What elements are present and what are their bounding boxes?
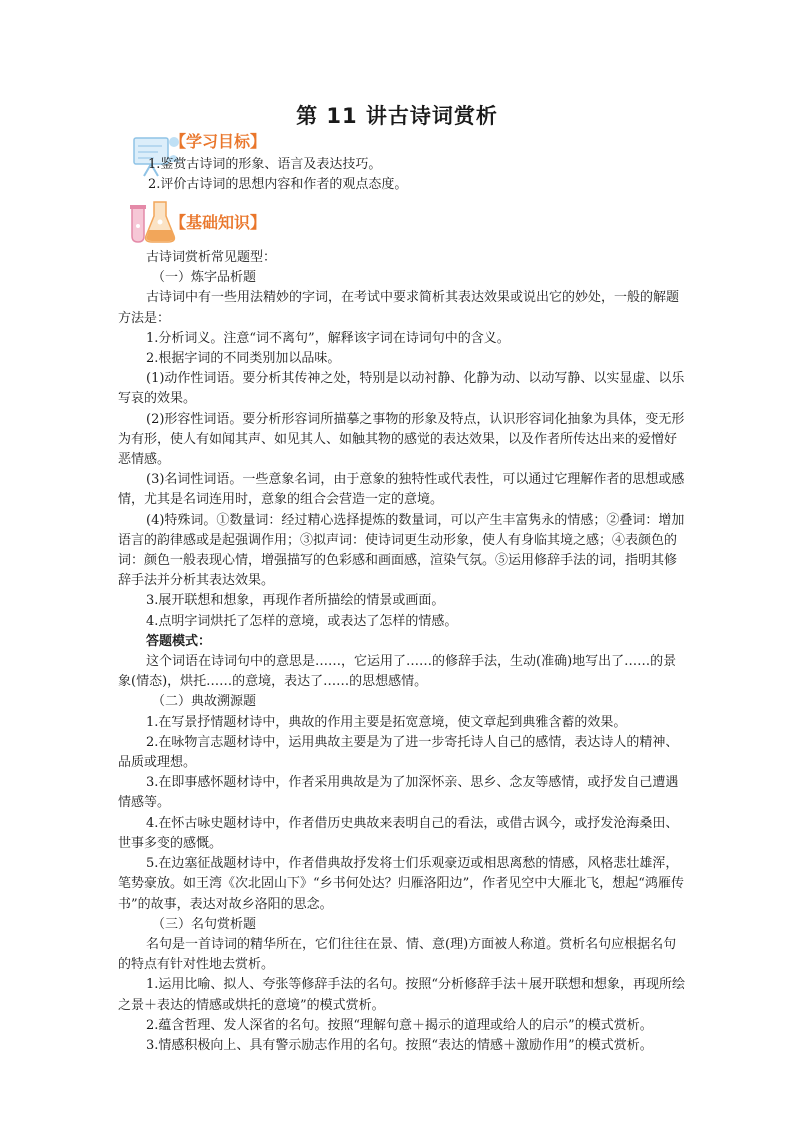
flask-icon <box>124 196 176 244</box>
content-paragraph: 3.情感积极向上、具有警示励志作用的名句。按照“表达的情感＋激励作用”的模式赏析。 <box>146 1037 653 1053</box>
content-paragraph: （三）名句赏析题 <box>152 916 257 932</box>
page-title: 第 11 讲古诗词赏析 <box>296 104 498 128</box>
basic-knowledge-header <box>124 196 404 246</box>
learning-goals-heading: 【学习目标】 <box>170 132 267 151</box>
content-paragraph: 名句是一首诗词的精华所在，它们往往在景、情、意(理)方面被人称道。赏析名句应根据名句的特点有针对性地去赏析。 <box>118 936 677 973</box>
content-paragraph: 这个词语在诗词句中的意思是……，它运用了……的修辞手法，生动(准确)地写出了……的景象(情态)，烘托……的意境，表达了……的思想感情。 <box>118 654 677 690</box>
content-paragraph: （二）典故溯源题 <box>152 694 257 710</box>
content-paragraph: 答题模式： <box>146 633 212 649</box>
content-paragraph: （一）炼字品析题 <box>152 270 257 286</box>
content-paragraph: 2.蕴含哲理、发人深省的名句。按照“理解句意＋揭示的道理或给人的启示”的模式赏析。 <box>146 1017 653 1033</box>
content-paragraph: 5.在边塞征战题材诗中，作者借典故抒发将士们乐观豪迈或相思离愁的情感，风格悲壮雄浑，笔势豪放。如王湾《次北固山下》“乡书何处达？归雁洛阳边”，作者见空中大雁北飞，想起“鸿雁传书”的故事，表达对故乡洛阳的思念。 <box>118 856 684 912</box>
content-paragraph: 古诗词赏析常见题型： <box>146 250 277 265</box>
content-paragraph: 4.在怀古咏史题材诗中，作者借历史典故来表明自己的看法，或借古讽今，或抒发沧海桑田、世事多变的感慨。 <box>118 815 679 851</box>
content-paragraph: 1.运用比喻、拟人、夸张等修辞手法的名句。按照“分析修辞手法＋展开联想和想象，再现所绘之景＋表达的情感或烘托的意境”的模式赏析。 <box>118 977 686 1013</box>
content-paragraph: 1.分析词义。注意“词不离句”，解释该字词在诗词句中的含义。 <box>146 330 510 346</box>
content-paragraph: 3.展开联想和想象，再现作者所描绘的情景或画面。 <box>146 593 445 609</box>
basic-knowledge-heading: 【基础知识】 <box>170 213 267 232</box>
content-paragraph: 1.在写景抒情题材诗中，典故的作用主要是拓宽意境，使文章起到典雅含蓄的效果。 <box>146 714 627 730</box>
content-paragraph: (1)动作性词语。要分析其传神之处，特别是以动衬静、化静为动、以动写静、以实显虚、以乐写哀的效果。 <box>118 371 685 407</box>
content-paragraph: 2.根据字词的不同类别加以品味。 <box>146 351 341 367</box>
content-paragraph: 4.点明字词烘托了怎样的意境，或表达了怎样的情感。 <box>146 613 458 629</box>
goal-item: 2.评价古诗词的思想内容和作者的观点态度。 <box>148 177 408 192</box>
main-content <box>118 248 686 1056</box>
content-paragraph: 3.在即事感怀题材诗中，作者采用典故是为了加深怀亲、思乡、念友等感情，或抒发自己遭遇情感等。 <box>118 775 679 811</box>
content-paragraph: (2)形容性词语。要分析形容词所描摹之事物的形象及特点，认识形容词化抽象为具体，变无形为有形，使人有如闻其声、如见其人、如触其物的感觉的表达效果，以及作者所传达出来的爱憎好恶情感。 <box>118 411 685 468</box>
goal-item: 1.鉴赏古诗词的形象、语言及表达技巧。 <box>148 157 382 172</box>
content-paragraph: (4)特殊词。①数量词：经过精心选择提炼的数量词，可以产生丰富隽永的情感；②叠词：增加语言的韵律感或是起强调作用；③拟声词：使诗词更生动形象，使人有身临其境之感；④表颜色的词：颜色一般表现心情，增强描写的色彩感和画面感，渲染气氛。⑤运用修辞手法的词，指明其修辞手法并分析其表达效果。 <box>118 512 685 589</box>
content-paragraph: 古诗词中有一些用法精妙的字词，在考试中要求简析其表达效果或说出它的妙处，一般的解题方法是： <box>118 290 680 326</box>
content-paragraph: 2.在咏物言志题材诗中，运用典故主要是为了进一步寄托诗人自己的感情，表达诗人的精神、品质或理想。 <box>118 734 679 771</box>
learning-goals-list <box>148 155 407 195</box>
content-paragraph: (3)名词性词语。一些意象名词，由于意象的独特性或代表性，可以通过它理解作者的思想或感情，尤其是名词连用时，意象的组合会营造一定的意境。 <box>118 472 685 508</box>
